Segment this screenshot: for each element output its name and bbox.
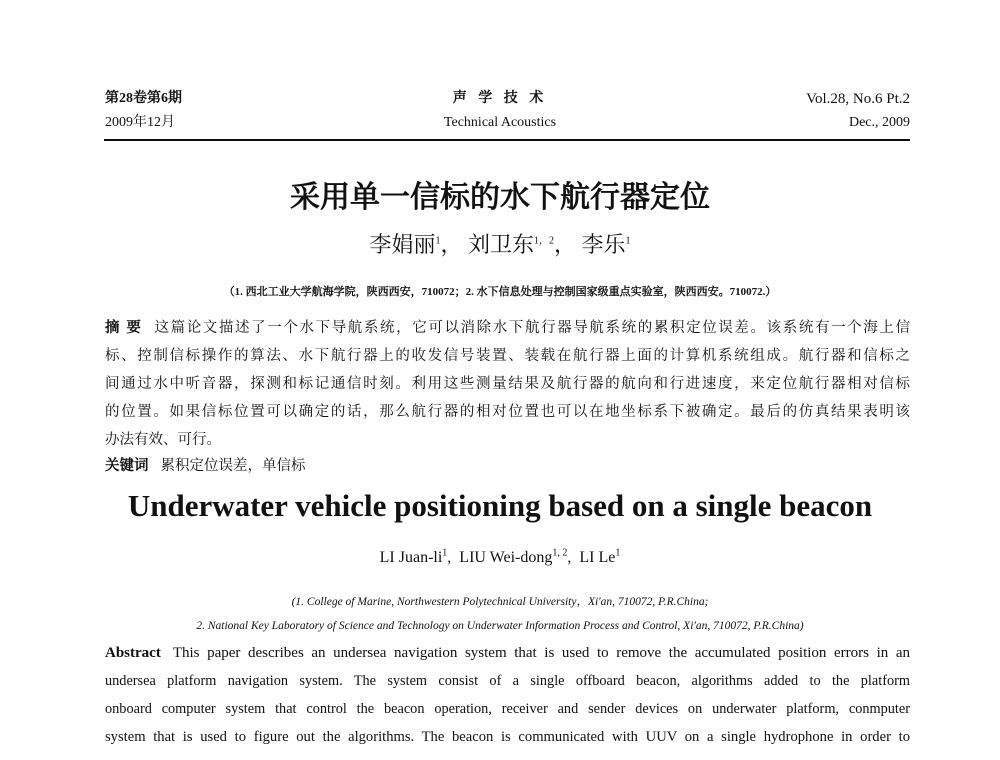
journal-name-en: Technical Acoustics — [443, 115, 557, 130]
abstract-en-line: onboard computer system that control the beacon operation, receiver and sender devices on underwater platform, conmputer — [105, 701, 910, 717]
affiliation-cn: （1. 西北工业大学航海学院，陕西西安，710072；2. 水下信息处理与控制国家级重点实验室，陕西西安。710072.） — [223, 286, 777, 298]
abstract-cn-line: 摘 要 这篇论文描述了一个水下导航系统，它可以消除水下航行器导航系统的累积定位误差。该系统有一个海上信 — [105, 320, 911, 336]
keywords-cn: 关键词 累积定位误差，单信标 — [105, 458, 306, 474]
abstract-en-line: system that is used to figure out the algorithms. The beacon is communicated with UUV on a single hydrophone in order to — [105, 729, 910, 745]
journal-volume-cn: 第28卷第6期 — [105, 91, 182, 106]
journal-date-en: Dec., 2009 — [848, 115, 910, 130]
abstract-en-line: Abstract This paper describes an undersea navigation system that is used to remove the accumulated position errors in an — [105, 645, 910, 661]
abstract-cn-line: 标、控制信标操作的算法、水下航行器上的收发信号装置、装载在航行器上面的计算机系统组成。航行器和信标之 — [105, 348, 910, 364]
authors-cn — [0, 228, 1000, 259]
author: 刘卫东$^{1,2}$， — [467, 232, 577, 257]
title-cn: 采用单一信标的水下航行器定位 — [290, 181, 710, 214]
abstract-cn-line: 间通过水中听音器，探测和标记通信时刻。利用这些测量结果及航行器的航向和行进速度，来定位航行器相对信标 — [105, 376, 910, 392]
affiliation-en-1: (1. College of Marine, Northwestern Polytechnical University，Xi'an, 710072, P.R.China; — [291, 596, 709, 608]
journal-date-cn: 2009年12月 — [105, 115, 175, 130]
author: 李乐$^1$ — [581, 232, 631, 257]
journal-volume-en: Vol.28, No.6 Pt.2 — [806, 91, 910, 107]
authors-en — [0, 548, 1000, 567]
journal-name-cn: 声 学 技 术 — [452, 91, 548, 106]
author: LI Juan-$li^1$, — [379, 548, 452, 567]
author: LIU Wei-dong$^{1, 2}$, — [459, 548, 572, 567]
abstract-en-line: undersea platform navigation system. The system consist of a single offboard beacon, algorithms added to the platform — [105, 673, 910, 689]
title-en: Underwater vehicle positioning based on a single beacon — [127, 488, 873, 523]
abstract-cn-line: 办法有效、可行。 — [105, 432, 221, 448]
author: LI Le$^1$ — [579, 548, 621, 567]
affiliation-en-2: 2. National Key Laboratory of Science and Technology on Underwater Information Process and Control, Xi'an, 710072, P.R.China) — [196, 620, 804, 632]
header-rule — [104, 139, 910, 141]
abstract-cn-line: 的位置。如果信标位置可以确定的话，那么航行器的相对位置也可以在地坐标系下被确定。最后的仿真结果表明该 — [105, 404, 910, 420]
author: 李娟丽$^1$， — [369, 232, 463, 257]
